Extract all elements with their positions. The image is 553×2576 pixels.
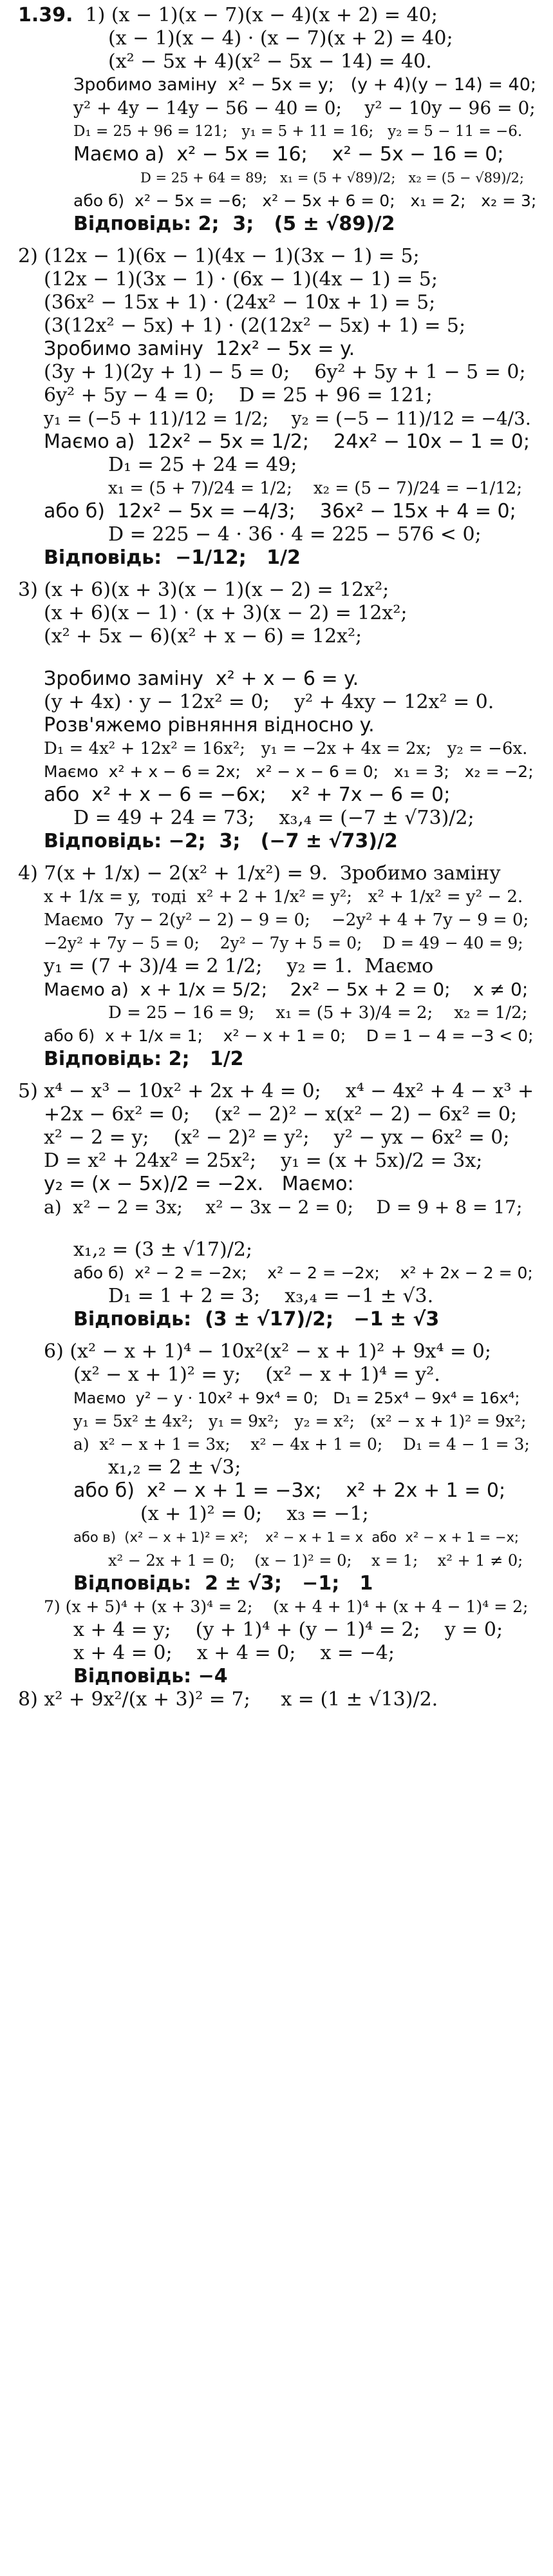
line-text: D = 25 + 64 = 89; x₁ = (5 + √89)/2; x₂ = (5 − √89)/2; <box>140 170 524 186</box>
solution-line-p1-l3 <box>18 50 538 73</box>
line-text: Маємо 7y − 2(y² − 2) − 9 = 0; −2y² + 4 + 7y − 9 = 0; <box>44 910 529 930</box>
line-text: 7) (x + 5)⁴ + (x + 3)⁴ = 2; (x + 4 + 1)⁴ + (x + 4 − 1)⁴ = 2; <box>44 1597 529 1616</box>
solution-line-p6-l2 <box>18 1363 538 1387</box>
line-text: (y + 4x) · y − 12x² = 0; y² + 4xy − 12x² = 0. <box>44 691 494 713</box>
solution-line-p2-l13 <box>18 523 538 546</box>
solution-line-p2-l8 <box>18 407 538 430</box>
solution-line-p6-l10 <box>18 1549 538 1572</box>
line-text: D = 25 − 16 = 9; x₁ = (5 + 3)/4 = 2; x₂ = 1/2; <box>108 1003 528 1023</box>
line-text: (x − 1)(x − 4) · (x − 7)(x + 2) = 40; <box>108 27 453 50</box>
solution-line-p2-l4 <box>18 314 538 338</box>
line-text: (x² − 5x + 4)(x² − 5x − 14) = 40. <box>108 50 432 73</box>
solution-line-p6-l8 <box>18 1503 538 1526</box>
spacer <box>18 570 538 579</box>
line-text: або б) x + 1/x = 1; x² − x + 1 = 0; D = 1 − 4 = −3 < 0; <box>44 1026 534 1045</box>
line-text: +2x − 6x² = 0; (x² − 2)² − x(x² − 2) − 6x² = 0; <box>44 1103 518 1126</box>
line-text: (x + 1)² = 0; x₃ = −1; <box>140 1503 369 1525</box>
line-text: D₁ = 1 + 2 = 3; x₃,₄ = −1 ± √3. <box>108 1285 434 1307</box>
solution-line-p7-l2 <box>18 1619 538 1642</box>
solution-line-p3-l9 <box>18 783 538 807</box>
solution-line-p2-l6 <box>18 361 538 384</box>
line-text: D = 49 + 24 = 73; x₃,₄ = (−7 ± √73)/2; <box>73 807 474 829</box>
line-text: або б) x² − x + 1 = −3x; x² + 2x + 1 = 0; <box>73 1479 506 1502</box>
line-text: Зробимо заміну x² + x − 6 = y. <box>44 668 359 690</box>
line-text: x² − 2x + 1 = 0; (x − 1)² = 0; x = 1; x² + 1 ≠ 0; <box>108 1552 523 1570</box>
line-text: (3y + 1)(2y + 1) − 5 = 0; 6y² + 5y + 1 − 5 = 0; <box>44 361 526 383</box>
line-text: Відповідь: 2 ± √3; −1; 1 <box>73 1572 373 1595</box>
line-text: Зробимо заміну x² − 5x = y; (y + 4)(y − 14) = 40; <box>73 75 537 95</box>
line-text: y₁ = (−5 + 11)/12 = 1/2; y₂ = (−5 − 11)/12 = −4/3. <box>44 408 531 429</box>
solution-line-p5-l9 <box>18 1285 538 1308</box>
line-text: y₁ = (7 + 3)/4 = 2 1/2; y₂ = 1. Маємо <box>44 955 434 977</box>
solution-line-p3-l6 <box>18 714 538 737</box>
solution-line-p1-l2 <box>18 27 538 50</box>
solution-line-p2-l12 <box>18 500 538 523</box>
line-text: 6) (x² − x + 1)⁴ − 10x²(x² − x + 1)² + 9x⁴ = 0; <box>44 1340 491 1363</box>
line-text: або в) (x² − x + 1)² = x²; x² − x + 1 = x або x² − x + 1 = −x; <box>73 1530 520 1545</box>
solution-line-p6-l5 <box>18 1433 538 1456</box>
solution-line-p4-l7 <box>18 1001 538 1024</box>
solution-line-p4-l4 <box>18 932 538 955</box>
solution-line-p6-l4 <box>18 1410 538 1433</box>
line-text: D₁ = 25 + 24 = 49; <box>108 454 297 476</box>
solution-line-p4-l5 <box>18 955 538 978</box>
solution-line-p3-l3 <box>18 625 538 648</box>
line-text: D₁ = 25 + 96 = 121; y₁ = 5 + 11 = 16; y₂ = 5 − 11 = −6. <box>73 123 523 140</box>
line-text: D = x² + 24x² = 25x²; y₁ = (x + 5x)/2 = 3x; <box>44 1149 483 1172</box>
solution-line-p5-l10 <box>18 1308 538 1331</box>
solution-line-p4-l1 <box>18 862 538 885</box>
solution-line-p6-l3 <box>18 1387 538 1410</box>
line-text: D₁ = 4x² + 12x² = 16x²; y₁ = −2x + 4x = 2x; y₂ = −6x. <box>44 739 528 758</box>
solution-line-p1-l4 <box>18 73 538 97</box>
line-text: x + 4 = y; (y + 1)⁴ + (y − 1)⁴ = 2; y = 0; <box>73 1619 503 1641</box>
line-text: а) x² − 2 = 3x; x² − 3x − 2 = 0; D = 9 + 8 = 17; <box>44 1197 523 1218</box>
solution-line-p7-l1 <box>18 1595 538 1619</box>
line-text: x₁,₂ = (3 ± √17)/2; <box>73 1238 253 1261</box>
solution-line-p2-l11 <box>18 477 538 500</box>
line-text: 5) x⁴ − x³ − 10x² + 2x + 4 = 0; x⁴ − 4x² + 4 − x³ + <box>18 1080 534 1102</box>
solution-line-p1-l8 <box>18 166 538 189</box>
problem-number: 1.39. <box>18 4 73 26</box>
line-text: x + 1/x = y, тоді x² + 2 + 1/x² = y²; x² + 1/x² = y² − 2. <box>44 887 523 907</box>
solution-line-p2-l1 <box>18 245 538 268</box>
line-text: або б) x² − 5x = −6; x² − 5x + 6 = 0; x₁ = 2; x₂ = 3; <box>73 191 537 210</box>
line-text: Маємо x² + x − 6 = 2x; x² − x − 6 = 0; x₁ = 3; x₂ = −2; <box>44 762 534 781</box>
solution-line-p5-l3 <box>18 1126 538 1149</box>
solution-line-p1-l9 <box>18 189 538 213</box>
line-text: 8) x² + 9x²/(x + 3)² = 7; x = (1 ± √13)/2. <box>18 1688 438 1711</box>
line-text: Зробимо заміну 12x² − 5x = y. <box>44 338 355 360</box>
spacer <box>18 853 538 862</box>
solution-line-p3-l2 <box>18 602 538 625</box>
spacer <box>18 1331 538 1340</box>
spacer <box>18 648 538 668</box>
solution-line-p1-l5 <box>18 97 538 120</box>
line-text: Відповідь: (3 ± √17)/2; −1 ± √3 <box>73 1308 440 1331</box>
solution-line-p2-l5 <box>18 338 538 361</box>
solution-line-p6-l9 <box>18 1526 538 1549</box>
solution-line-p2-l2 <box>18 268 538 291</box>
line-text: (x + 6)(x − 1) · (x + 3)(x − 2) = 12x²; <box>44 602 408 624</box>
line-text: y² + 4y − 14y − 56 − 40 = 0; y² − 10y − 96 = 0; <box>73 97 536 119</box>
solution-line-p5-l7 <box>18 1238 538 1262</box>
solution-line-p4-l6 <box>18 978 538 1001</box>
line-text: 2) (12x − 1)(6x − 1)(4x − 1)(3x − 1) = 5; <box>18 245 420 267</box>
solution-line-p5-l4 <box>18 1149 538 1173</box>
spacer <box>18 1219 538 1238</box>
solution-line-p7-l3 <box>18 1642 538 1665</box>
solution-line-p5-l8 <box>18 1262 538 1285</box>
solution-line-p7-l4 <box>18 1665 538 1688</box>
line-text: 4) 7(x + 1/x) − 2(x² + 1/x²) = 9. Зробимо заміну <box>18 862 501 885</box>
line-text: або б) 12x² − 5x = −4/3; 36x² − 15x + 4 = 0; <box>44 500 516 523</box>
line-text: −2y² + 7y − 5 = 0; 2y² − 7y + 5 = 0; D = 49 − 40 = 9; <box>44 934 523 952</box>
solution-line-p3-l10 <box>18 807 538 830</box>
line-text: а) x² − x + 1 = 3x; x² − 4x + 1 = 0; D₁ = 4 − 1 = 3; <box>73 1435 530 1454</box>
line-text: Маємо а) x² − 5x = 16; x² − 5x − 16 = 0; <box>73 143 504 166</box>
line-text: (12x − 1)(3x − 1) · (6x − 1)(4x − 1) = 5; <box>44 268 438 291</box>
line-text: Відповідь: −2; 3; (−7 ± √73)/2 <box>44 830 398 852</box>
solution-line-p2-l14 <box>18 546 538 570</box>
line-text: або б) x² − 2 = −2x; x² − 2 = −2x; x² + 2x − 2 = 0; <box>73 1264 533 1282</box>
solution-line-p4-l9 <box>18 1048 538 1071</box>
line-text: Відповідь: −4 <box>73 1665 228 1687</box>
solution-line-p2-l10 <box>18 454 538 477</box>
line-text: (3(12x² − 5x) + 1) · (2(12x² − 5x) + 1) = 5; <box>44 314 466 337</box>
solution-line-p5-l5 <box>18 1173 538 1196</box>
solution-line-p5-l1 <box>18 1080 538 1103</box>
line-text: (x² − x + 1)² = y; (x² − x + 1)⁴ = y². <box>73 1363 440 1386</box>
solution-body <box>18 4 538 1711</box>
solution-line-p6-l6 <box>18 1456 538 1479</box>
line-text: Відповідь: −1/12; 1/2 <box>44 546 301 569</box>
line-text: Маємо а) 12x² − 5x = 1/2; 24x² − 10x − 1 = 0; <box>44 430 530 453</box>
spacer <box>18 1071 538 1080</box>
line-text: 1) (x − 1)(x − 7)(x − 4)(x + 2) = 40; <box>85 4 438 26</box>
line-text: x + 4 = 0; x + 4 = 0; x = −4; <box>73 1642 395 1664</box>
line-text: Маємо а) x + 1/x = 5/2; 2x² − 5x + 2 = 0; x ≠ 0; <box>44 979 529 1000</box>
solution-line-p2-l3 <box>18 291 538 314</box>
solution-line-p3-l4 <box>18 668 538 691</box>
line-text: y₁ = 5x² ± 4x²; y₁ = 9x²; y₂ = x²; (x² − x + 1)² = 9x²; <box>73 1412 527 1430</box>
solution-line-p5-l2 <box>18 1103 538 1126</box>
line-text: D = 225 − 4 · 36 · 4 = 225 − 576 < 0; <box>108 523 482 546</box>
solution-line-p3-l1 <box>18 579 538 602</box>
line-text: y₂ = (x − 5x)/2 = −2x. Маємо: <box>44 1173 354 1195</box>
solution-line-p2-l7 <box>18 384 538 407</box>
solution-line-p3-l7 <box>18 737 538 760</box>
line-text: x₁ = (5 + 7)/24 = 1/2; x₂ = (5 − 7)/24 = −1/12; <box>108 479 523 498</box>
line-text: Відповідь: 2; 3; (5 ± √89)/2 <box>73 213 395 235</box>
solution-line-p6-l7 <box>18 1479 538 1503</box>
solution-line-p3-l8 <box>18 760 538 783</box>
solution-line-p4-l8 <box>18 1024 538 1048</box>
line-text: Розв'яжемо рівняння відносно y. <box>44 714 375 736</box>
line-text: 3) (x + 6)(x + 3)(x − 1)(x − 2) = 12x²; <box>18 579 389 601</box>
solution-line-p6-l1 <box>18 1340 538 1363</box>
line-text: 6y² + 5y − 4 = 0; D = 25 + 96 = 121; <box>44 384 433 407</box>
solution-line-p4-l3 <box>18 908 538 932</box>
solution-line-p2-l9 <box>18 430 538 454</box>
line-text: x₁,₂ = 2 ± √3; <box>108 1456 241 1479</box>
line-text: або x² + x − 6 = −6x; x² + 7x − 6 = 0; <box>44 783 451 806</box>
solution-line-p1-l10 <box>18 213 538 236</box>
solution-line-p5-l6 <box>18 1196 538 1219</box>
solution-line-p8-l1 <box>18 1688 538 1711</box>
line-text: (36x² − 15x + 1) · (24x² − 10x + 1) = 5; <box>44 291 436 314</box>
line-text: x² − 2 = y; (x² − 2)² = y²; y² − yx − 6x² = 0; <box>44 1126 510 1149</box>
solution-line-p3-l5 <box>18 691 538 714</box>
spacer <box>18 236 538 245</box>
solution-line-p1-l6 <box>18 120 538 143</box>
line-text: Відповідь: 2; 1/2 <box>44 1048 244 1070</box>
solution-line-p1-l1 <box>18 4 538 27</box>
solution-line-p3-l11 <box>18 830 538 853</box>
line-text: Маємо y² − y · 10x² + 9x⁴ = 0; D₁ = 25x⁴ − 9x⁴ = 16x⁴; <box>73 1389 520 1407</box>
solution-line-p4-l2 <box>18 885 538 908</box>
solution-line-p1-l7 <box>18 143 538 166</box>
line-text: (x² + 5x − 6)(x² + x − 6) = 12x²; <box>44 625 362 648</box>
solution-line-p6-l11 <box>18 1572 538 1595</box>
